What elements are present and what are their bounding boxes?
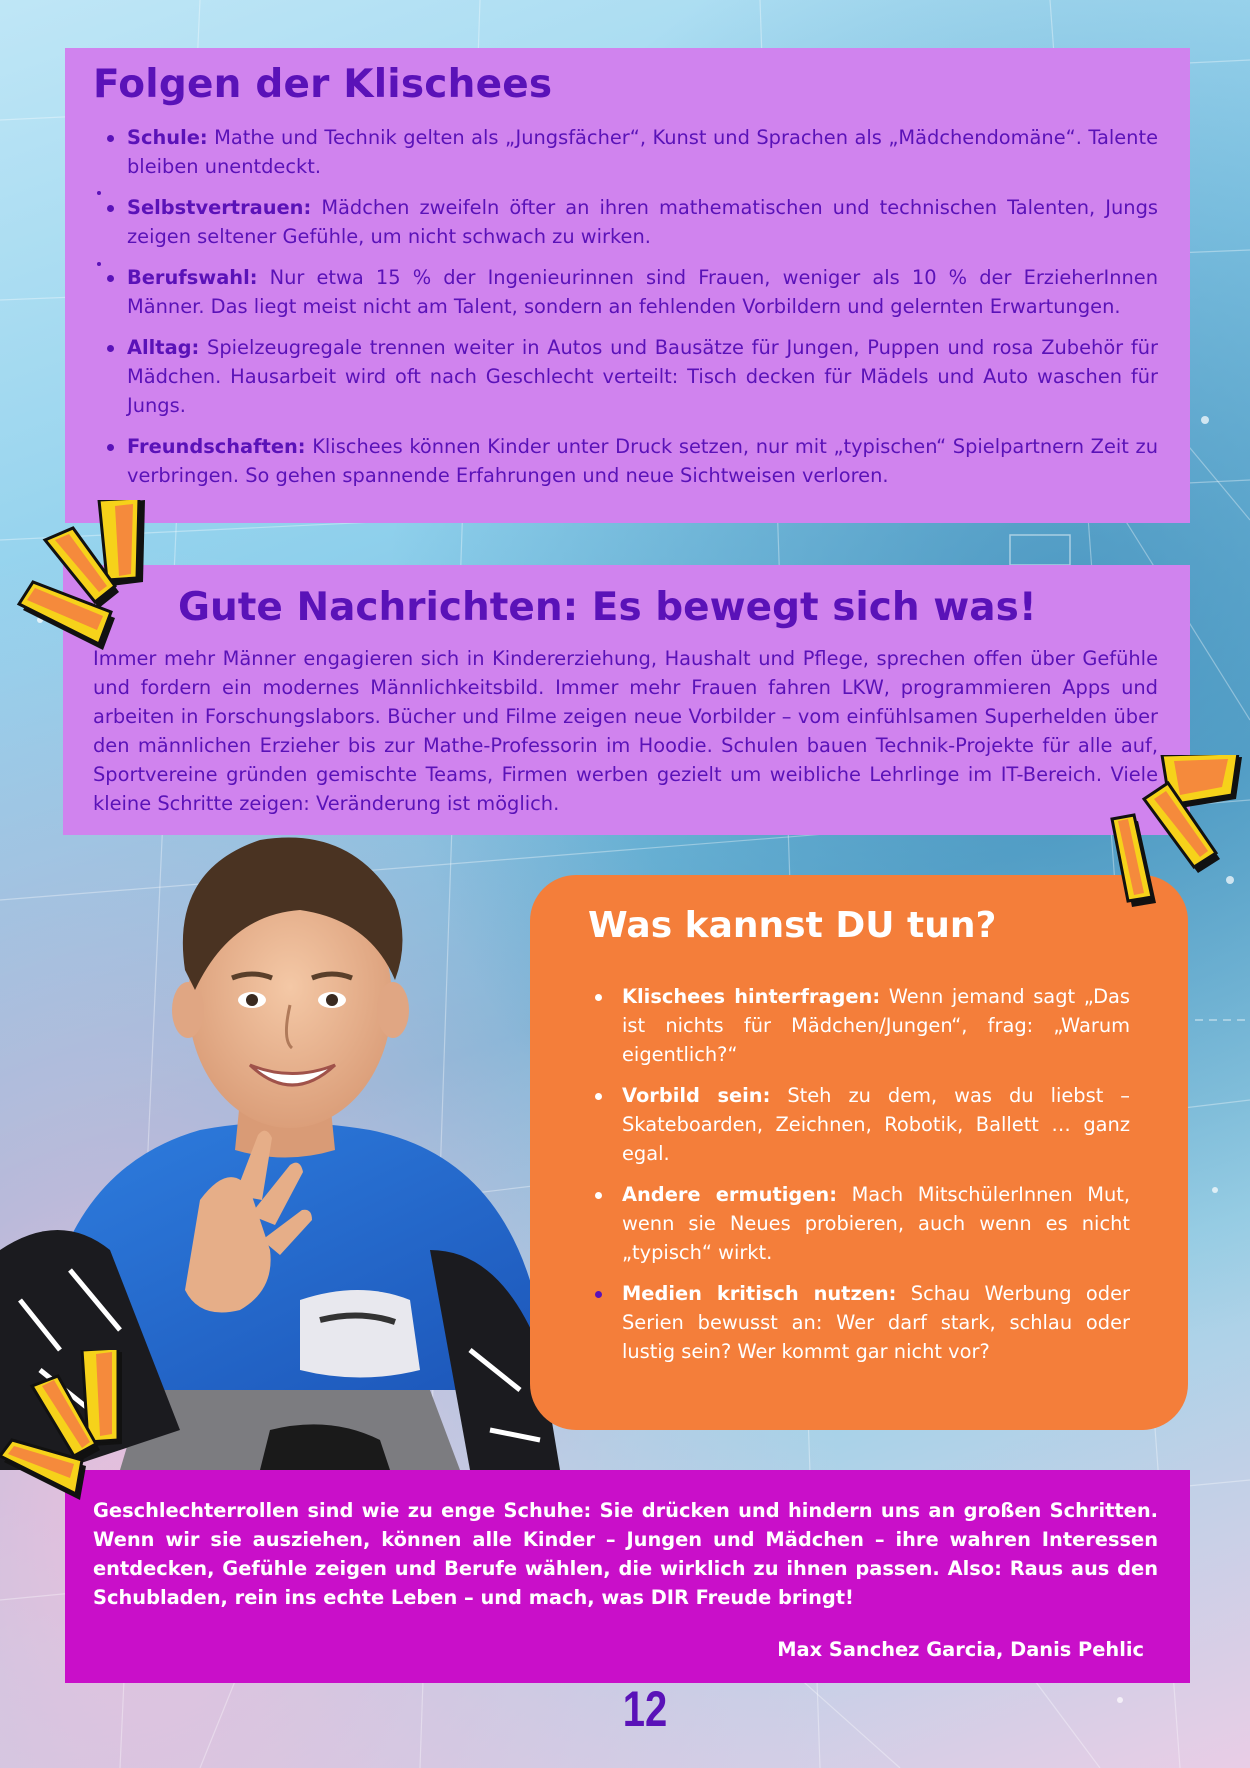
good-news-panel bbox=[63, 565, 1190, 835]
item-text: Spielzeugregale trennen weiter in Autos und Bausätze für Jungen, Puppen und rosa Zubehör für Mädchen. Hausarbeit wird oft nach Geschlecht verteilt: Tisch decken für Mädels und Auto waschen für Jungs. bbox=[127, 336, 1158, 417]
list-item bbox=[93, 263, 1158, 321]
stray-dot bbox=[97, 191, 101, 195]
consequences-title: Folgen der Klischees bbox=[93, 62, 553, 107]
item-text: Mathe und Technik gelten als „Jungsfächer“, Kunst und Sprachen als „Mädchendomäne“. Talente bleiben unentdeckt. bbox=[127, 126, 1158, 178]
page-number: 12 bbox=[622, 1681, 668, 1737]
item-label: Medien kritisch nutzen: bbox=[622, 1282, 897, 1305]
item-label: Andere ermutigen: bbox=[622, 1183, 837, 1206]
item-text: Nur etwa 15 % der Ingenieurinnen sind Frauen, weniger als 10 % der ErzieherInnen Männer. Das liegt meist nicht am Talent, sondern an fehlenden Vorbildern und gelernten Erwartungen. bbox=[127, 266, 1158, 318]
item-text: Schau Werbung oder Serien bewusst an: Wer darf stark, schlau oder lustig sein? Wer kommt gar nicht vor? bbox=[622, 1282, 1130, 1363]
consequences-list bbox=[93, 123, 1158, 490]
item-text: Wenn jemand sagt „Das ist nichts für Mädchen/Jungen“, frag: „Warum eigentlich?“ bbox=[622, 985, 1130, 1066]
item-label: Freundschaften: bbox=[127, 435, 306, 458]
consequences-panel bbox=[65, 48, 1190, 523]
item-label: Vorbild sein: bbox=[622, 1084, 771, 1107]
item-label: Selbstvertrauen: bbox=[127, 196, 312, 219]
burst-icon bbox=[15, 500, 155, 660]
what-you-can-do-list bbox=[588, 982, 1130, 1366]
item-label: Schule: bbox=[127, 126, 208, 149]
list-item bbox=[93, 432, 1158, 490]
item-label: Berufswahl: bbox=[127, 266, 258, 289]
list-item bbox=[588, 982, 1130, 1069]
stray-dot bbox=[97, 262, 101, 266]
what-you-can-do-panel bbox=[530, 875, 1188, 1430]
good-news-title: Gute Nachrichten: Es bewegt sich was! bbox=[178, 585, 1037, 630]
conclusion-panel bbox=[65, 1470, 1190, 1683]
authors: Max Sanchez Garcia, Danis Pehlic bbox=[777, 1638, 1144, 1661]
item-text: Steh zu dem, was du liebst – Skateboarden, Zeichnen, Robotik, Ballett … ganz egal. bbox=[622, 1084, 1130, 1165]
list-item bbox=[93, 193, 1158, 251]
item-text: Mädchen zweifeln öfter an ihren mathematischen und technischen Talenten, Jungs zeigen seltener Gefühle, um nicht schwach zu wirken. bbox=[127, 196, 1158, 248]
list-item bbox=[588, 1180, 1130, 1267]
conclusion-body: Geschlechterrollen sind wie zu enge Schuhe: Sie drücken und hindern uns an großen Schritten. Wenn wir sie ausziehen, können alle Kinder – Jungen und Mädchen – ihre wahren Interessen entdecken, Gefühle zeigen und Berufe wählen, die wirklich zu ihnen passen. Also: Raus aus den Schubladen, rein ins echte Leben – und mach, was DIR Freude bringt! bbox=[93, 1499, 1158, 1609]
list-item bbox=[588, 1279, 1130, 1366]
item-text: Mach MitschülerInnen Mut, wenn sie Neues probieren, auch wenn es nicht „typisch“ wirkt. bbox=[622, 1183, 1130, 1264]
burst-icon bbox=[0, 1350, 140, 1510]
item-label: Klischees hinterfragen: bbox=[622, 985, 881, 1008]
burst-icon bbox=[1110, 755, 1250, 915]
list-item bbox=[93, 333, 1158, 420]
item-label: Alltag: bbox=[127, 336, 200, 359]
good-news-body: Immer mehr Männer engagieren sich in Kindererziehung, Haushalt und Pflege, sprechen offen über Gefühle und fordern ein modernes Männlichkeitsbild. Immer mehr Frauen fahren LKW, programmieren Apps und arbeiten in Forschungslabors. Bücher und Filme zeigen neue Vorbilder – vom einfühlsamen Superhelden über den männlichen Erzieher bis zur Mathe-Professorin im Hoodie. Schulen bauen Technik-Projekte für alle auf, Sportvereine gründen gemischte Teams, Firmen werben gezielt um weibliche Lehrlinge im IT-Bereich. Viele kleine Schritte zeigen: Veränderung ist möglich. bbox=[93, 647, 1158, 815]
item-text: Klischees können Kinder unter Druck setzen, nur mit „typischen“ Spielpartnern Zeit zu verbringen. So gehen spannende Erfahrungen und neue Sichtweisen verloren. bbox=[127, 435, 1158, 487]
list-item bbox=[588, 1081, 1130, 1168]
what-you-can-do-title: Was kannst DU tun? bbox=[588, 905, 997, 946]
list-item bbox=[93, 123, 1158, 181]
